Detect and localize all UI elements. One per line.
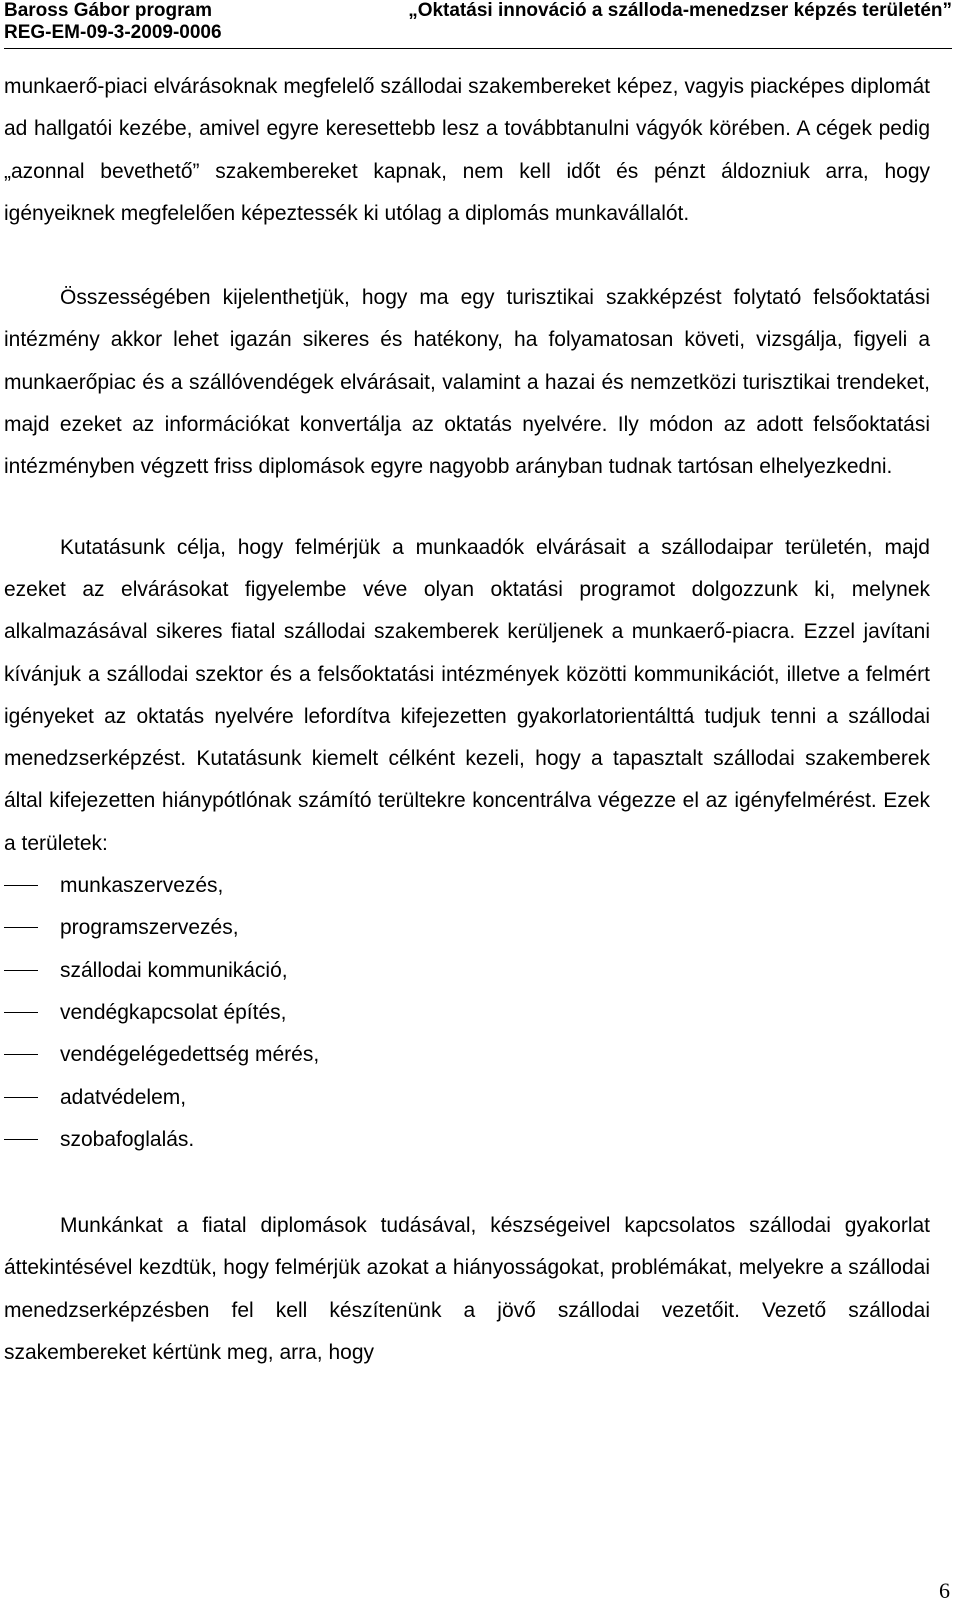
paragraph-methodology: Munkánkat a fiatal diplomások tudásával, készségeivel kapcsolatos szállodai gyakorlat áttekintésével kezdtük, hogy felmérjük azokat a hiányosságokat, problémákat, melyekre a szállodai menedzserképzésben fel kell készítenünk a jövő szállodai vezetőit. Vezető szállodai szakembereket kértünk meg, arra, hogy (4, 1214, 930, 1365)
dash-bullet (4, 1139, 38, 1140)
list-item-label: szállodai kommunikáció, (60, 958, 288, 982)
dash-bullet (4, 1097, 38, 1098)
list-item (4, 1119, 930, 1161)
research-areas-list (4, 865, 930, 1161)
list-item (4, 907, 930, 949)
list-item-label: munkaszervezés, (60, 874, 224, 898)
header-program-name: Baross Gábor program (4, 0, 212, 21)
page-header (4, 0, 952, 49)
list-item (4, 1034, 930, 1076)
header-registration-code: REG-EM-09-3-2009-0006 (4, 22, 222, 43)
dash-bullet (4, 970, 38, 971)
header-project-title: „Oktatási innováció a szálloda-menedzser képzés területén” (408, 0, 952, 21)
list-item-label: szobafoglalás. (60, 1127, 195, 1151)
list-item-label: adatvédelem, (60, 1085, 187, 1109)
dash-bullet (4, 1012, 38, 1013)
document-body (4, 66, 930, 1374)
list-item (4, 992, 930, 1034)
page-number: 6 (939, 1578, 950, 1603)
header-program-info (4, 0, 222, 44)
header-project-title-block (408, 0, 952, 22)
paragraph-research-goal: Kutatásunk célja, hogy felmérjük a munkaadók elvárásait a szállodaipar területén, majd ezeket az elvárásokat figyelembe véve olyan oktatási programot dolgozzunk ki, melynek alkalmazásával sikeres fiatal szállodai szakemberek kerüljenek a munkaerő-piacra. Ezzel javítani kívánjuk a szállodai szektor és a felsőoktatási intézmények közötti kommunikációt, illetve a felmért igényeket az oktatás nyelvére lefordítva kifejezetten gyakorlatorientálttá tudjuk tenni a szállodai menedzserképzést. Kutatásunk kiemelt célként kezeli, hogy a tapasztalt szállodai szakemberek által kifejezetten hiánypótlónak számító terültekre koncentrálva végezze el az igényfelmérést. Ezek a területek: (4, 535, 930, 855)
paragraph-intro-continuation: munkaerő-piaci elvárásoknak megfelelő szállodai szakembereket képez, vagyis piacképes diplomát ad hallgatói kezébe, amivel egyre keresettebb lesz a továbbtanulni vágyók körében. A cégek pedig „azonnal bevethető” szakembereket kapnak, nem kell időt és pénzt áldozniuk arra, hogy igényeiknek megfelelően képeztessék ki utólag a diplomás munkavállalót. (4, 75, 930, 225)
list-item-label: programszervezés, (60, 916, 239, 940)
dash-bullet (4, 885, 38, 886)
list-item (4, 950, 930, 992)
list-item (4, 1077, 930, 1119)
list-item-label: vendégkapcsolat építés, (60, 1000, 287, 1024)
paragraph-summary: Összességében kijelenthetjük, hogy ma egy turisztikai szakképzést folytató felsőoktatási intézmény akkor lehet igazán sikeres és hatékony, ha folyamatosan követi, vizsgálja, figyeli a munkaerőpiac és a szállóvendégek elvárásait, valamint a hazai és nemzetközi turisztikai trendeket, majd ezeket az információkat konvertálja az oktatás nyelvére. Ily módon az adott felsőoktatási intézményben végzett friss diplomások egyre nagyobb arányban tudnak tartósan elhelyezkedni. (4, 286, 930, 479)
dash-bullet (4, 1054, 38, 1055)
dash-bullet (4, 927, 38, 928)
list-item-label: vendégelégedettség mérés, (60, 1043, 320, 1067)
list-item (4, 865, 930, 907)
